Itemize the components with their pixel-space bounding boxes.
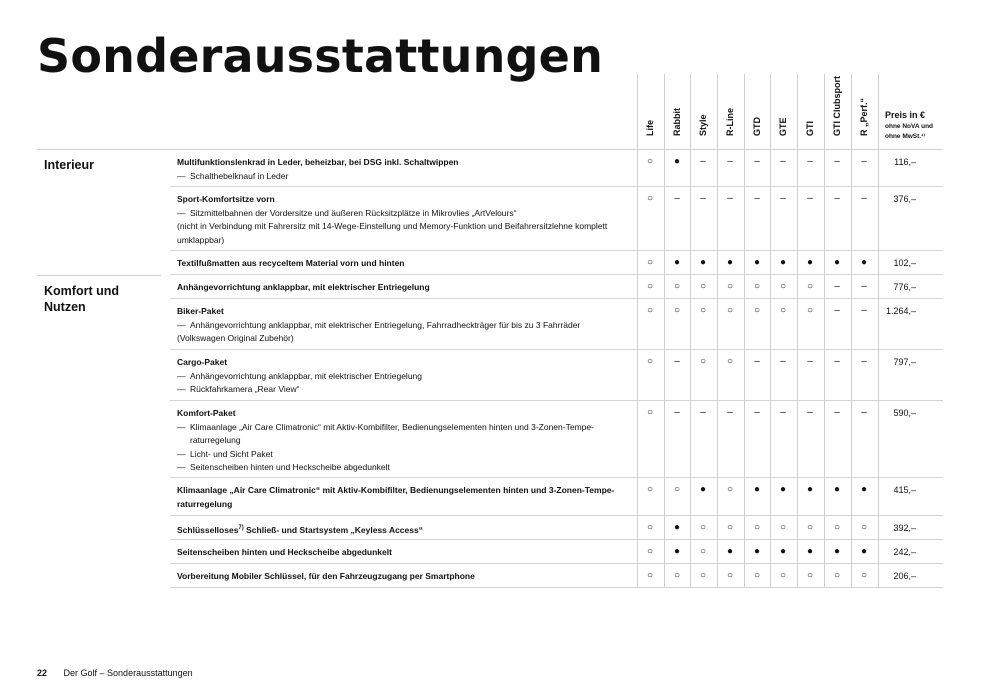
optional-circle-icon: ○ [646,570,654,581]
option-title-text: Komfort-Paket [177,408,236,418]
option-detail: — Seitenscheiben hinten und Heckscheibe abgedunkelt [177,461,632,475]
table-row [170,150,943,187]
option-title-text: Schließ- und Startsystem „Keyless Access“ [243,524,423,535]
optional-circle-icon: ○ [646,356,654,367]
optional-circle-icon: ○ [646,193,654,204]
not-available-dash: – [807,356,813,367]
optional-circle-icon: ○ [726,356,734,367]
optional-circle-icon: ○ [833,522,841,533]
option-description [177,356,632,397]
not-available-dash: – [754,193,760,204]
standard-dot-icon: ● [806,484,814,495]
option-price: 415,– [893,485,916,495]
option-description [177,570,632,584]
option-title-text: Textilfußmatten aus recyceltem Material vorn und hinten [177,258,405,268]
option-title [177,407,632,421]
optional-circle-icon: ○ [726,281,734,292]
optional-circle-icon: ○ [726,484,734,495]
option-title-text: Cargo-Paket [177,357,228,367]
standard-dot-icon: ● [673,257,681,268]
not-available-dash: – [727,193,733,204]
option-description [177,305,632,346]
not-available-dash: – [700,193,706,204]
column-divider [824,150,825,588]
option-detail-continued: (nicht in Verbindung mit Fahrersitz mit 14-Wege-Einstellung und Memory-Funktion und Beifahrersitzlehne komplett umklappbar) [177,221,608,245]
variant-label: R-Line [725,108,735,136]
variant-column-header [824,74,851,150]
optional-circle-icon: ○ [833,570,841,581]
optional-circle-icon: ○ [699,305,707,316]
not-available-dash: – [807,407,813,418]
option-detail-continued: (Volkswagen Original Zubehör) [177,333,294,343]
optional-circle-icon: ○ [646,281,654,292]
variant-label: GTD [752,117,762,136]
column-divider [664,150,665,588]
not-available-dash: – [780,356,786,367]
not-available-dash: – [834,407,840,418]
standard-dot-icon: ● [753,257,761,268]
standard-dot-icon: ● [673,156,681,167]
table-row [170,516,943,540]
option-title [177,281,632,295]
option-title-text: Multifunktionslenkrad in Leder, beheizbar, bei DSG inkl. Schaltwippen [177,157,459,167]
not-available-dash: – [674,356,680,367]
not-available-dash: – [754,156,760,167]
price-column-header [878,74,944,150]
table-row [170,401,943,478]
option-title [177,546,632,560]
option-price: 116,– [894,157,916,167]
standard-dot-icon: ● [779,257,787,268]
standard-dot-icon: ● [699,484,707,495]
option-title-text: Klimaanlage „Air Care Climatronic“ mit Aktiv-Kombifilter, Bedienungselementen hinten und 3-Zonen-Tempe-raturregelung [177,485,615,509]
variant-label: R „Perf.“ [859,97,869,136]
variant-column-header [797,74,824,150]
variant-label: Style [698,114,708,136]
option-detail: — Rückfahrkamera „Rear View“ [177,383,632,397]
optional-circle-icon: ○ [699,546,707,557]
variant-column-header [664,74,691,150]
optional-circle-icon: ○ [726,522,734,533]
optional-circle-icon: ○ [646,546,654,557]
not-available-dash: – [780,407,786,418]
not-available-dash: – [674,193,680,204]
standard-dot-icon: ● [833,546,841,557]
option-title [177,193,632,207]
optional-circle-icon: ○ [646,407,654,418]
not-available-dash: – [861,407,867,418]
option-title-text: Anhängevorrichtung anklappbar, mit elektrischer Entriegelung [177,282,430,292]
option-title-text: Sport-Komfortsitze vorn [177,194,275,204]
option-price: 206,– [893,571,916,581]
column-divider [717,150,718,588]
footnote-ref: 7) [238,525,244,531]
standard-dot-icon: ● [860,257,868,268]
category-komfort-und-nutzen: Komfort und Nutzen [44,284,119,314]
page-footer [37,668,193,678]
optional-circle-icon: ○ [779,305,787,316]
standard-dot-icon: ● [673,546,681,557]
standard-dot-icon: ● [726,257,734,268]
option-detail: — Licht- und Sicht Paket [177,448,632,462]
table-row [170,478,943,516]
not-available-dash: – [674,407,680,418]
option-description [177,193,632,247]
optional-circle-icon: ○ [753,522,761,533]
not-available-dash: – [780,193,786,204]
option-title [177,305,632,319]
column-divider [690,150,691,588]
option-title-text: Biker-Paket [177,306,224,316]
option-description [177,484,632,511]
option-description [177,281,632,295]
not-available-dash: – [780,156,786,167]
optional-circle-icon: ○ [646,305,654,316]
option-description [177,407,632,475]
option-description [177,257,632,271]
variant-column-header [770,74,797,150]
optional-circle-icon: ○ [673,484,681,495]
option-description [177,156,632,183]
option-title [177,356,632,370]
price-header-note: ohne NoVA und ohne MwSt.¹⁾ [885,123,934,140]
not-available-dash: – [861,356,867,367]
footer-text: Der Golf – Sonderausstattungen [63,668,193,678]
standard-dot-icon: ● [860,546,868,557]
option-price: 392,– [893,523,916,533]
standard-dot-icon: ● [753,546,761,557]
option-title [177,156,632,170]
not-available-dash: – [861,193,867,204]
variant-column-header [744,74,771,150]
variant-column-header [717,74,744,150]
optional-circle-icon: ○ [673,570,681,581]
not-available-dash: – [834,356,840,367]
variant-label: GTI Clubsport [832,76,842,136]
option-detail: — Sitzmittelbahnen der Vordersitze und äußeren Rücksitzplätze in Mikrovlies „ArtVelours“ [177,207,632,221]
optional-circle-icon: ○ [753,570,761,581]
price-header-label: Preis in € [885,110,926,120]
option-title [177,484,632,511]
optional-circle-icon: ○ [699,570,707,581]
not-available-dash: – [727,156,733,167]
optional-circle-icon: ○ [726,570,734,581]
optional-circle-icon: ○ [779,570,787,581]
standard-dot-icon: ● [673,522,681,533]
optional-circle-icon: ○ [646,257,654,268]
column-divider [797,150,798,588]
optional-circle-icon: ○ [646,156,654,167]
table-row [170,275,943,299]
optional-circle-icon: ○ [699,522,707,533]
optional-circle-icon: ○ [806,305,814,316]
not-available-dash: – [727,407,733,418]
standard-dot-icon: ● [779,484,787,495]
column-divider [851,150,852,588]
not-available-dash: – [754,356,760,367]
optional-circle-icon: ○ [699,281,707,292]
optional-circle-icon: ○ [860,522,868,533]
not-available-dash: – [861,305,867,316]
standard-dot-icon: ● [833,484,841,495]
standard-dot-icon: ● [860,484,868,495]
not-available-dash: – [834,156,840,167]
category-divider [37,275,161,276]
table-row [170,540,943,564]
table-row [170,299,943,350]
optional-circle-icon: ○ [673,305,681,316]
optional-circle-icon: ○ [699,356,707,367]
optional-circle-icon: ○ [806,522,814,533]
option-detail: — Anhängevorrichtung anklappbar, mit elektrischer Entriegelung, Fahrradheckträger für bis zu 3 Fahrräder [177,319,632,333]
page-title: Sonderausstattungen [37,29,604,83]
standard-dot-icon: ● [833,257,841,268]
option-title-text: Seitenscheiben hinten und Heckscheibe abgedunkelt [177,547,392,557]
optional-circle-icon: ○ [779,281,787,292]
option-detail: — Anhängevorrichtung anklappbar, mit elektrischer Entriegelung [177,370,632,384]
optional-circle-icon: ○ [646,484,654,495]
page-number: 22 [37,668,48,678]
option-title [177,570,632,584]
optional-circle-icon: ○ [806,281,814,292]
column-divider [878,150,879,588]
option-price: 102,– [893,258,916,268]
category-interieur: Interieur [44,158,95,172]
not-available-dash: – [807,193,813,204]
standard-dot-icon: ● [806,546,814,557]
table-row [170,251,943,275]
standard-dot-icon: ● [806,257,814,268]
not-available-dash: – [754,407,760,418]
not-available-dash: – [861,281,867,292]
option-detail: — Schalthebelknauf in Leder [177,170,632,184]
option-price: 242,– [893,547,916,557]
column-divider [770,150,771,588]
not-available-dash: – [700,156,706,167]
optional-circle-icon: ○ [753,305,761,316]
table-row [170,564,943,588]
option-detail: — Klimaanlage „Air Care Climatronic“ mit Aktiv-Kombifilter, Bedienungselementen hinten und 3-Zonen-Tempe-raturregelung [177,421,632,448]
optional-circle-icon: ○ [753,281,761,292]
column-divider [744,150,745,588]
option-price: 376,– [893,194,916,204]
option-title [177,522,632,537]
column-divider [637,150,638,588]
variant-label: Rabbit [672,108,682,136]
option-description [177,546,632,560]
option-title-text: Vorbereitung Mobiler Schlüssel, für den Fahrzeugzugang per Smartphone [177,571,475,581]
not-available-dash: – [700,407,706,418]
table-row [170,350,943,401]
optional-circle-icon: ○ [779,522,787,533]
not-available-dash: – [807,156,813,167]
optional-circle-icon: ○ [646,522,654,533]
not-available-dash: – [834,305,840,316]
option-price: 797,– [893,357,916,367]
option-price: 1.264,– [885,306,916,316]
optional-circle-icon: ○ [806,570,814,581]
variant-column-header [637,74,664,150]
option-price: 776,– [893,282,916,292]
optional-circle-icon: ○ [726,305,734,316]
table-row [170,187,943,251]
optional-circle-icon: ○ [860,570,868,581]
variant-column-header [851,74,878,150]
variant-column-header [690,74,717,150]
optional-circle-icon: ○ [673,281,681,292]
standard-dot-icon: ● [779,546,787,557]
variant-label: GTE [778,117,788,136]
variant-label: Life [645,119,655,136]
standard-dot-icon: ● [699,257,707,268]
option-description [177,522,632,537]
standard-dot-icon: ● [753,484,761,495]
variant-label: GTI [805,121,815,136]
not-available-dash: – [861,156,867,167]
option-price: 590,– [893,408,916,418]
standard-dot-icon: ● [726,546,734,557]
not-available-dash: – [834,193,840,204]
option-title [177,257,632,271]
not-available-dash: – [834,281,840,292]
option-title-prefix: Schlüsselloses [177,524,239,535]
